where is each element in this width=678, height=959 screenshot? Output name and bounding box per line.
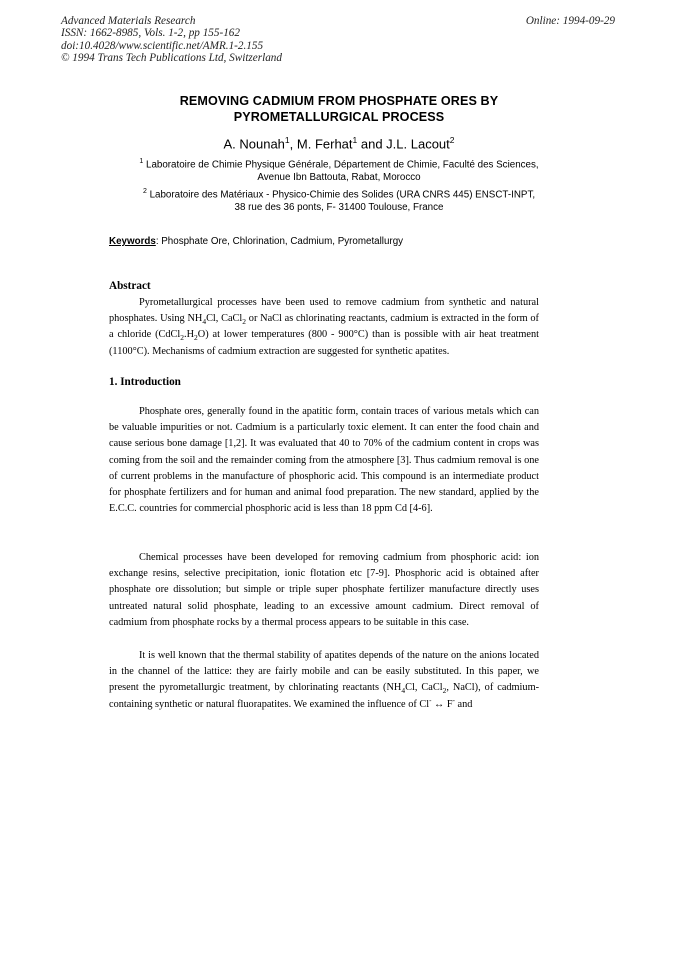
author-list — [0, 135, 678, 151]
doi-link[interactable]: doi:10.4028/www.scientific.net/AMR.1-2.155 — [61, 39, 264, 52]
copyright-line: © 1994 Trans Tech Publications Ltd, Switzerland — [61, 51, 282, 64]
introduction-paragraph-2: Chemical processes have been developed for removing cadmium from phosphoric acid: ion exchange resins, selective precipitation, ionic flotation etc [7-9]. Phosphoric acid is obtained after phosphate ore dissolution; but simple or triple super phosphate fertilizer manufacture directly uses untreated natural solid phosphate, leading to an excessive amount cadmium. Direct removal of cadmium from phosphate rocks by a thermal process appears to be suitable in this case. — [109, 552, 539, 628]
journal-name: Advanced Materials Research — [61, 15, 196, 27]
author-affiliation-marker: 2 — [449, 135, 455, 145]
issn-line: ISSN: 1662-8985, Vols. 1-2, pp 155-162 — [61, 27, 240, 40]
affiliation-marker: 2 — [142, 188, 147, 195]
author-affiliation-marker: 1 — [352, 135, 358, 145]
affiliation-marker: 1 — [139, 158, 144, 165]
journal-header — [61, 15, 282, 64]
affiliation-1-line-2: Avenue Ibn Battouta, Rabat, Morocco — [257, 171, 421, 183]
title-line-1: REMOVING CADMIUM FROM PHOSPHATE ORES BY — [179, 94, 499, 108]
abstract-paragraph: Pyrometallurgical processes have been used to remove cadmium from synthetic and natural phosphates. Using $NH_4Cl$, CaCl$_2$ or NaCl as chlorinating reactants, cadmium is extracted in the form of a chloride $(CdCl_2.H_2O)$ at lower temperatures (800 - 900°C) than is possible with air heat treatment (1100°C). Mechanisms of cadmium extraction are suggested for synthetic apatites. — [109, 297, 539, 357]
introduction-heading: 1. Introduction — [109, 376, 181, 388]
author-separator: , — [289, 136, 297, 152]
author-ferhat: M. Ferhat — [296, 136, 353, 152]
affiliation-2 — [0, 186, 678, 214]
title-line-2: PYROMETALLURGICAL PROCESS — [233, 109, 445, 124]
online-date: Online: 1994-09-29 — [525, 15, 615, 27]
affiliation-1-line-1: Laboratoire de Chimie Physique Générale, Département de Chimie, Faculté des Sciences, — [146, 159, 539, 171]
affiliation-1 — [0, 156, 678, 184]
keywords-text: : Phosphate Ore, Chlorination, Cadmium, Pyrometallurgy — [155, 236, 404, 247]
author-nounah: A. Nounah — [223, 136, 285, 152]
author-affiliation-marker: 1 — [284, 135, 290, 145]
affiliation-2-line-1: Laboratoire des Matériaux - Physico-Chimie des Solides (URA CNRS 445) ENSCT-INPT, — [149, 189, 536, 201]
keywords — [109, 236, 403, 247]
introduction-paragraph-3: It is well known that the thermal stability of apatites depends of the nature on the anions located in the channel of the lattice: they are fairly mobile and can be easily substituted. In this paper, we present the pyrometallurgic treatment, by chlorinating reactants ($NH_4Cl$, CaCl$_2$, NaCl), of cadmium-containing synthetic or natural fluorapatites. We examined the influence of Cl- ↔ F- and — [109, 650, 540, 710]
paper-title — [0, 94, 678, 125]
introduction-paragraph-1: Phosphate ores, generally found in the apatitic form, contain traces of various metals which can be valuable impurities or not. Cadmium is a particularly toxic element. It can enter the food chain and cause serious bone damage [1,2]. It was evaluated that 40 to 70% of the cadmium content in crops was coming from the soil and the remainder coming from the atmosphere [3]. Thus cadmium removal is one of current problems in the manufacture of phosphoric acid. This compound is an intermediate product for phosphate fertilizers and for human and animal food preparation. The new standard, applied by the E.C.C. countries for commercial phosphoric acid is less than 18 ppm Cd [4-6]. — [109, 406, 539, 515]
abstract-heading: Abstract — [109, 280, 151, 292]
affiliation-2-line-2: 38 rue des 36 ponts, F- 31400 Toulouse, France — [234, 201, 444, 213]
author-separator: and — [357, 136, 387, 152]
author-lacout: J.L. Lacout — [386, 136, 450, 152]
keywords-label: Keywords — [109, 236, 156, 247]
